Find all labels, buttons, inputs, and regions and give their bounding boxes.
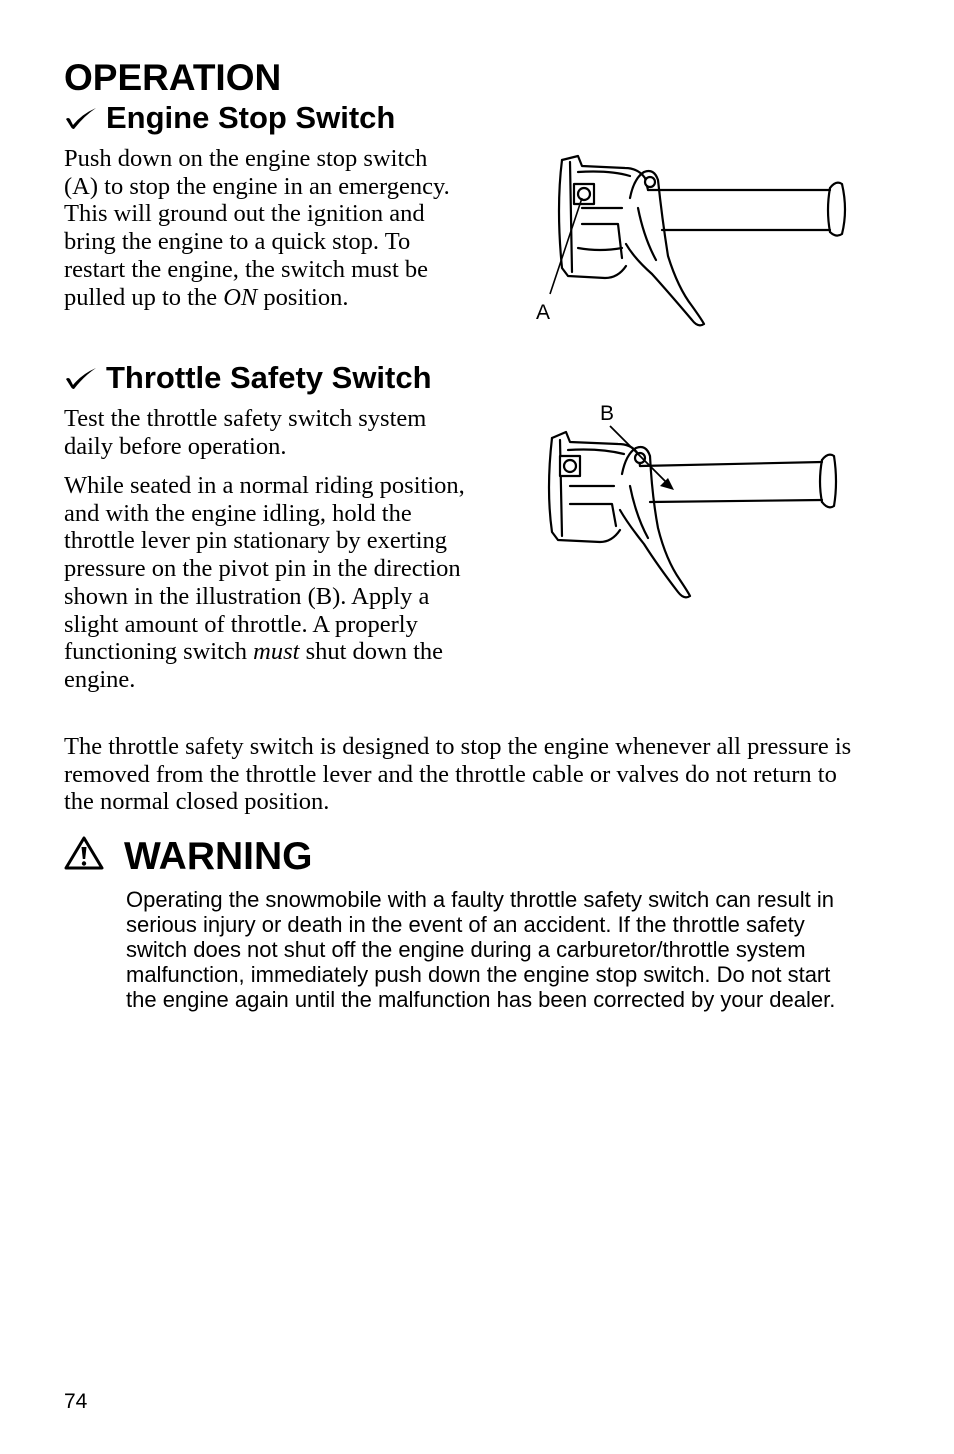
figure-label-a: A [536, 301, 551, 324]
throttle-safety-paragraph-1: Test the throttle safety switch system daily before operation. [64, 405, 427, 460]
page-number: 74 [64, 1390, 88, 1413]
body-text: While seated in a normal riding position, and with the engine idling, hold the throttle lever pin stationary by exerting pressure on the pivot pin in the direction shown in the illustration (B). Apply a slight amount of throttle. A properly functioning switch [64, 472, 465, 666]
figure-label-b: B [600, 402, 615, 425]
section-heading-label: Engine Stop Switch [106, 100, 396, 135]
body-text: position. [257, 283, 349, 311]
section-heading-engine-stop [64, 100, 395, 136]
warning-heading [64, 834, 313, 880]
throttle-safety-paragraph-2 [64, 472, 469, 694]
body-text: Push down on the engine stop switch (A) to stop the engine in an emergency. This will ground out the ignition and bring the engine to a quick stop. To restart the engine, the switch must be pulled up to the [64, 145, 450, 311]
page-title: OPERATION [64, 57, 282, 98]
throttle-safety-paragraph-3: The throttle safety switch is designed to stop the engine whenever all pressure is removed from the throttle lever and the throttle cable or valves do not return to the normal closed position. [64, 733, 852, 816]
warning-triangle-icon [64, 835, 104, 871]
section-heading-label: Throttle Safety Switch [106, 360, 432, 395]
section-heading-throttle-safety [64, 360, 432, 396]
check-mark-icon [64, 106, 98, 130]
check-mark-icon [64, 366, 98, 390]
engine-stop-switch-illustration [530, 148, 860, 333]
body-italic-text: ON [223, 283, 258, 311]
engine-stop-paragraph [64, 145, 464, 311]
body-text: shut down the engine. [64, 638, 444, 693]
warning-heading-label: WARNING [124, 835, 313, 878]
warning-text: Operating the snowmobile with a faulty throttle safety switch can result in serious injury or death in the event of an accident. If the throttle safety switch does not shut off the engine during a carburetor/throttle system malfunction, immediately push down the engine stop switch. Do not start the engine again until the malfunction has been corrected by your dealer. [126, 887, 836, 1012]
body-italic-text: must [253, 638, 300, 666]
throttle-safety-switch-illustration [540, 400, 850, 605]
